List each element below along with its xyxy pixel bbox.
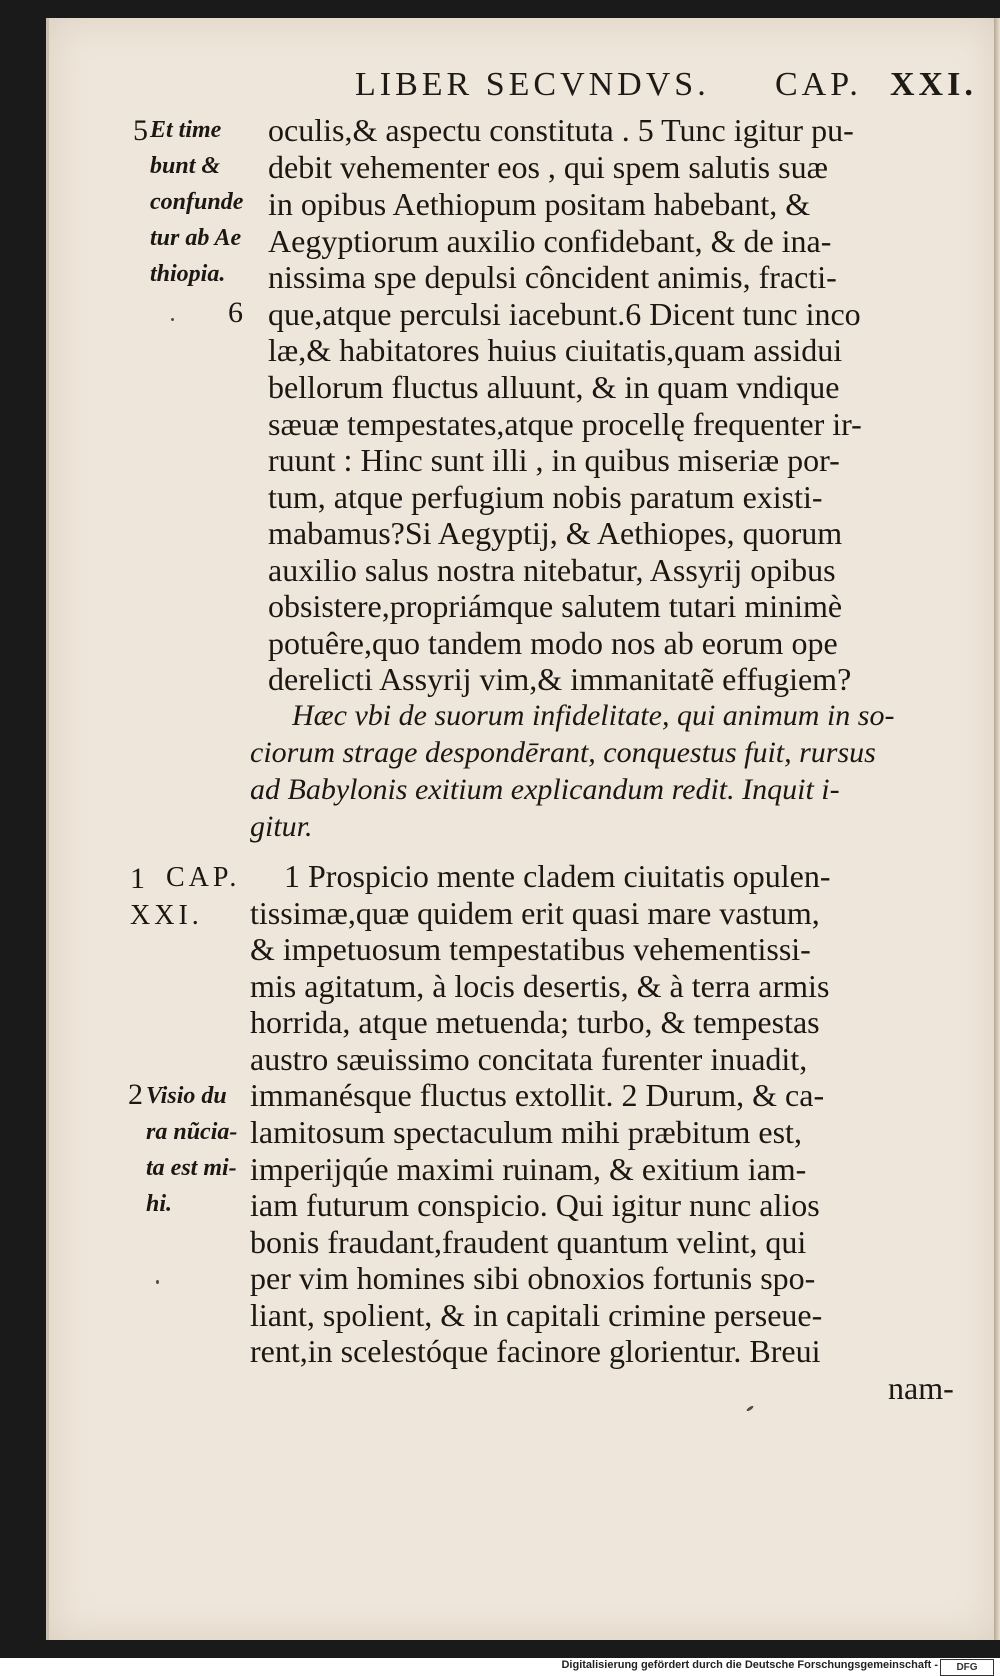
margin-verse-2: 2 (128, 1078, 143, 1111)
text-line: Aegyptiorum auxilio confidebant, & de ina- (268, 223, 832, 259)
margin-note-v5 (150, 112, 243, 292)
footer-bar (0, 1658, 1000, 1676)
text-line: obsistere,propriámque salutem tutari minimè (268, 588, 843, 624)
running-title: LIBER SECVNDVS. (355, 66, 710, 103)
text-line: que,atque perculsi iacebunt.6 Dicent tunc inco (268, 296, 861, 332)
margin-note-line: Et time (150, 117, 222, 143)
text-line-italic: ciorum strage despondērant, conquestus fuit, rursus (250, 736, 876, 769)
margin-verse-1: 1 (130, 862, 145, 895)
page-edge (994, 18, 1000, 1640)
text-line: sæuæ tempestates,atque procellę frequenter ir- (268, 406, 862, 442)
text-line-italic: ad Babylonis exitium explicandum redit. Inquit i- (250, 773, 840, 806)
text-line: læ,& habitatores huius ciuitatis,quam assidui (268, 332, 843, 368)
text-line-italic: Hæc vbi de suorum infidelitate, qui animum in so- (292, 699, 895, 732)
paper-speck (171, 318, 174, 321)
margin-note-line: thiopia. (150, 261, 226, 287)
text-line: in opibus Aethiopum positam habebant, & (268, 186, 811, 222)
text-line: bonis fraudant,fraudent quantum velint, qui (250, 1224, 807, 1260)
text-line: liant, spolient, & in capitali crimine perseue- (250, 1297, 823, 1333)
margin-note-line: ta est mi- (146, 1155, 237, 1181)
text-line: nissima spe depulsi côncident animis, fracti- (268, 259, 837, 295)
text-line: potuêre,quo tandem modo nos ab eorum ope (268, 625, 838, 661)
text-line: mis agitatum, à locis desertis, & à terra armis (250, 968, 830, 1004)
digitization-credit: Digitalisierung gefördert durch die Deutsche Forschungsgemeinschaft - (561, 1659, 938, 1671)
text-line: ruunt : Hinc sunt illi , in quibus miseriæ por- (268, 442, 840, 478)
margin-note-v2 (146, 1078, 237, 1222)
text-line: per vim homines sibi obnoxios fortunis spo- (250, 1260, 816, 1296)
chapter-label: CAP. (775, 66, 862, 103)
catchword: nam- (888, 1370, 954, 1406)
margin-note-line: Visio du (146, 1083, 227, 1109)
text-line: auxilio salus nostra nitebatur, Assyrij opibus (268, 552, 836, 588)
text-line-italic: gitur. (250, 810, 313, 843)
chapter-number: XXI. (890, 66, 977, 103)
text-line: imperijqúe maximi ruinam, & exitium iam- (250, 1151, 807, 1187)
text-line: & impetuosum tempestatibus vehementissi- (250, 931, 811, 967)
text-line: austro sæuissimo concitata furenter inuadit, (250, 1041, 808, 1077)
text-line: horrida, atque metuenda; turbo, & tempestas (250, 1004, 820, 1040)
text-line: debit vehementer eos , qui spem salutis suæ (268, 149, 828, 185)
verse-number-6: 6 (228, 296, 243, 329)
text-line: tissimæ,quæ quidem erit quasi mare vastum, (250, 895, 820, 931)
text-line: iam futurum conspicio. Qui igitur nunc alios (250, 1187, 820, 1223)
paper-speck (156, 1280, 159, 1284)
text-line: bellorum fluctus alluunt, & in quam vndique (268, 369, 840, 405)
margin-note-line: ra nũcia- (146, 1119, 238, 1145)
margin-note-line: tur ab Ae (150, 225, 242, 251)
dfg-logo: DFG (940, 1659, 994, 1676)
verse-number-5: 5 (133, 114, 148, 147)
text-line: lamitosum spectaculum mihi præbitum est, (250, 1114, 802, 1150)
margin-cap-number: XXI. (130, 900, 203, 931)
text-line: derelicti Assyrij vim,& immanitatẽ effugiem? (268, 661, 852, 697)
text-line: 1 Prospicio mente cladem ciuitatis opulen- (284, 858, 831, 894)
margin-note-line: hi. (146, 1191, 173, 1217)
running-header (355, 66, 975, 110)
text-line: immanésque fluctus extollit. 2 Durum, & ca- (250, 1077, 825, 1113)
margin-note-line: bunt & (150, 153, 221, 179)
margin-cap-label: CAP. (166, 862, 241, 893)
text-line: rent,in scelestóque facinore glorientur. Breui (250, 1333, 821, 1369)
text-line: oculis,& aspectu constituta . 5 Tunc igitur pu- (268, 112, 854, 148)
text-line: mabamus?Si Aegyptij, & Aethiopes, quorum (268, 515, 843, 551)
text-line: tum, atque perfugium nobis paratum existi- (268, 479, 823, 515)
margin-note-line: confunde (150, 189, 244, 215)
